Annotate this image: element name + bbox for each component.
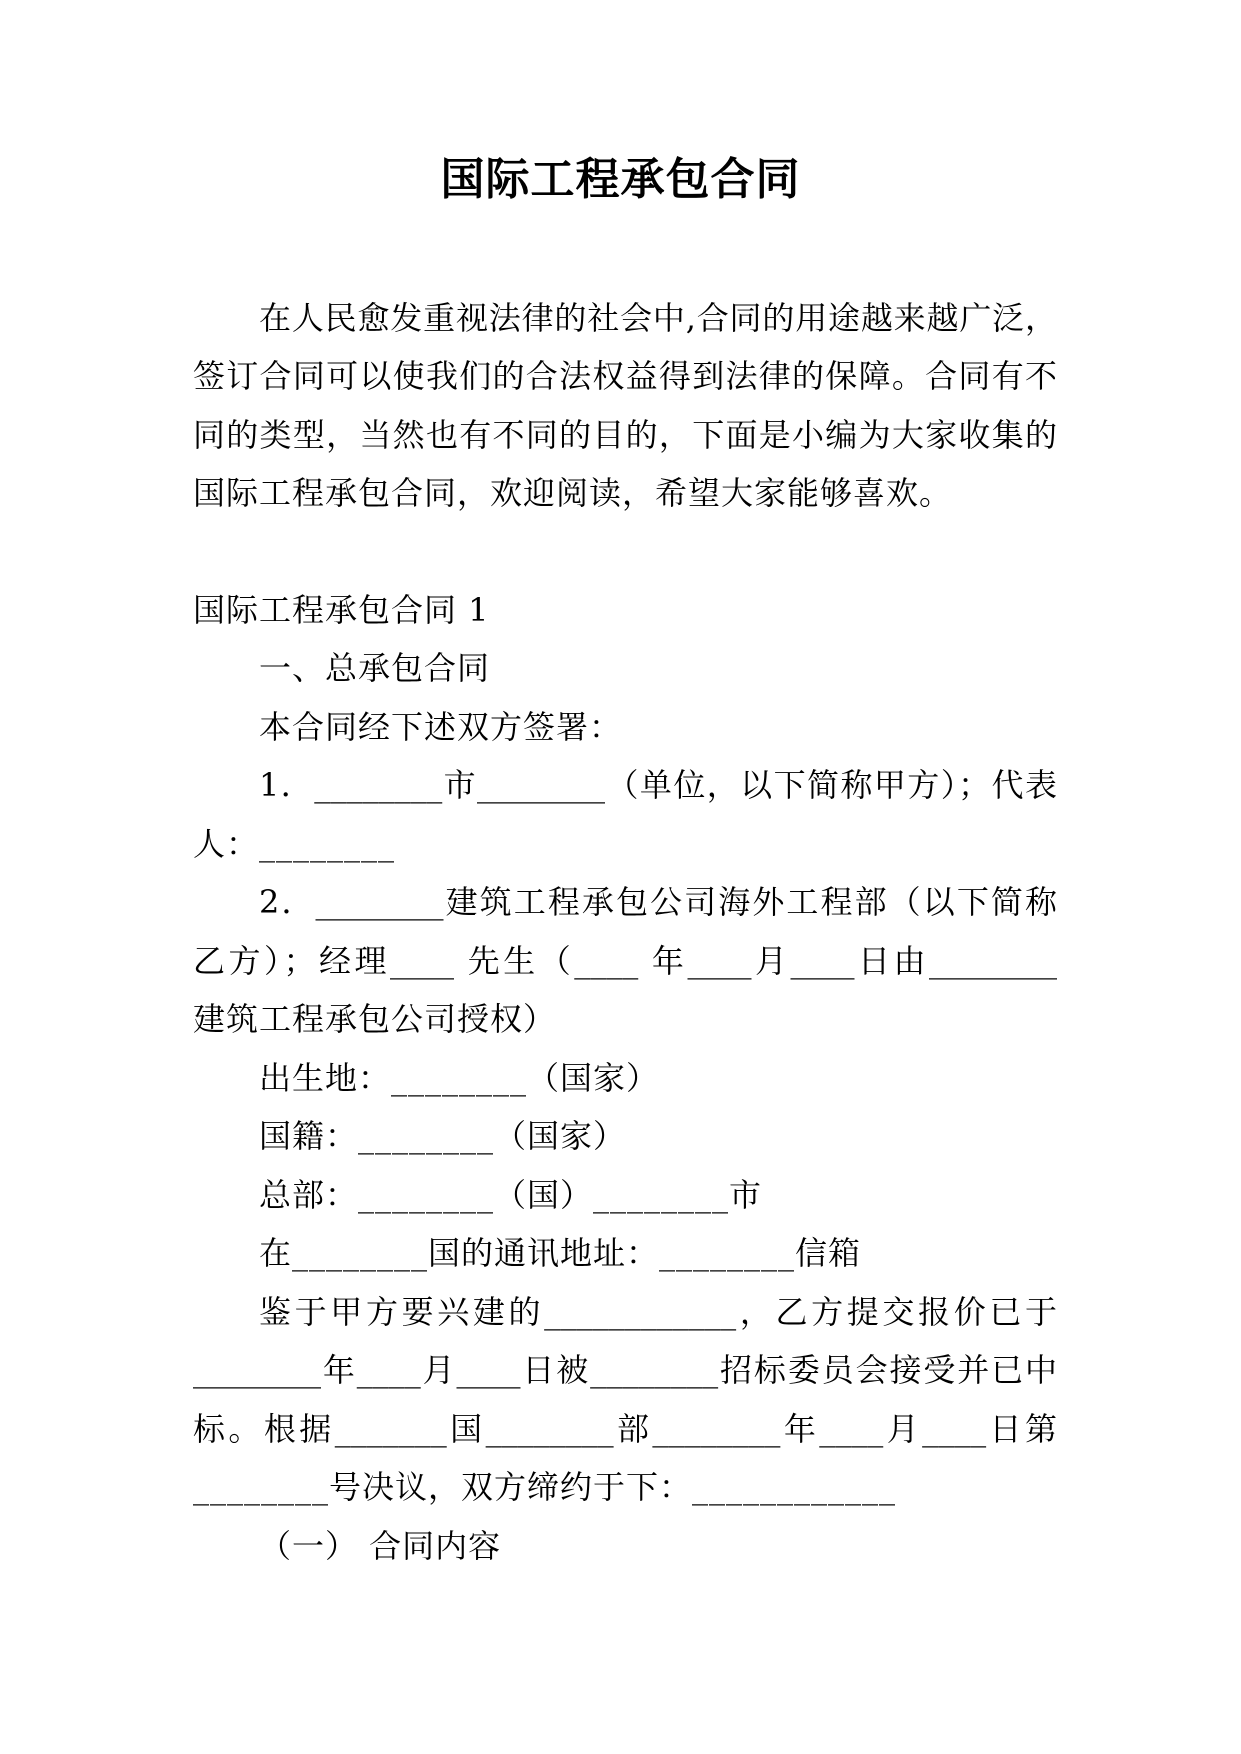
intro-line: 签订合同可以使我们的合法权益得到法律的保障。合同有不: [193, 357, 1057, 396]
nationality-field: 国籍：________（国家）: [259, 1117, 627, 1156]
recital-line: 鉴于甲方要兴建的____________，乙方提交报价已于: [259, 1292, 1057, 1331]
intro-paragraph: [193, 289, 1057, 523]
party-2-line: 建筑工程承包公司授权）: [193, 1000, 557, 1039]
recital-line: ________年____月____日被________招标委员会接受并已中: [193, 1351, 1057, 1390]
party-1-line: 1．________市________（单位，以下简称甲方）；代表: [259, 766, 1057, 805]
clause-1-title: （一） 合同内容: [259, 1526, 502, 1565]
party-1-line: 人：________: [193, 824, 396, 863]
birthplace-field: 出生地：________（国家）: [259, 1058, 660, 1097]
part-title: 一、总承包合同: [259, 649, 491, 688]
address-field: 在________国的通讯地址：________信箱: [259, 1234, 862, 1273]
recital-line: ________号决议，双方缔约于下：____________: [193, 1468, 897, 1507]
intro-line: 国际工程承包合同，欢迎阅读，希望大家能够喜欢。: [193, 474, 953, 513]
party-2-line: 乙方）；经理____ 先生（____ 年____月____日由________: [193, 941, 1057, 980]
intro-line: 同的类型，当然也有不同的目的，下面是小编为大家收集的: [193, 415, 1057, 454]
preamble: 本合同经下述双方签署：: [259, 707, 623, 746]
party-2-line: 2．________建筑工程承包公司海外工程部（以下简称: [259, 883, 1057, 922]
contract-section: [193, 581, 1057, 1576]
headquarters-field: 总部：________（国）________市: [259, 1175, 763, 1214]
section-heading: 国际工程承包合同 1: [193, 590, 490, 629]
intro-line: 在人民愈发重视法律的社会中,合同的用途越来越广泛，: [259, 298, 1057, 337]
recital-line: 标。根据_______国________部________年____月____日第: [193, 1409, 1057, 1448]
document-title: 国际工程承包合同: [440, 154, 801, 205]
